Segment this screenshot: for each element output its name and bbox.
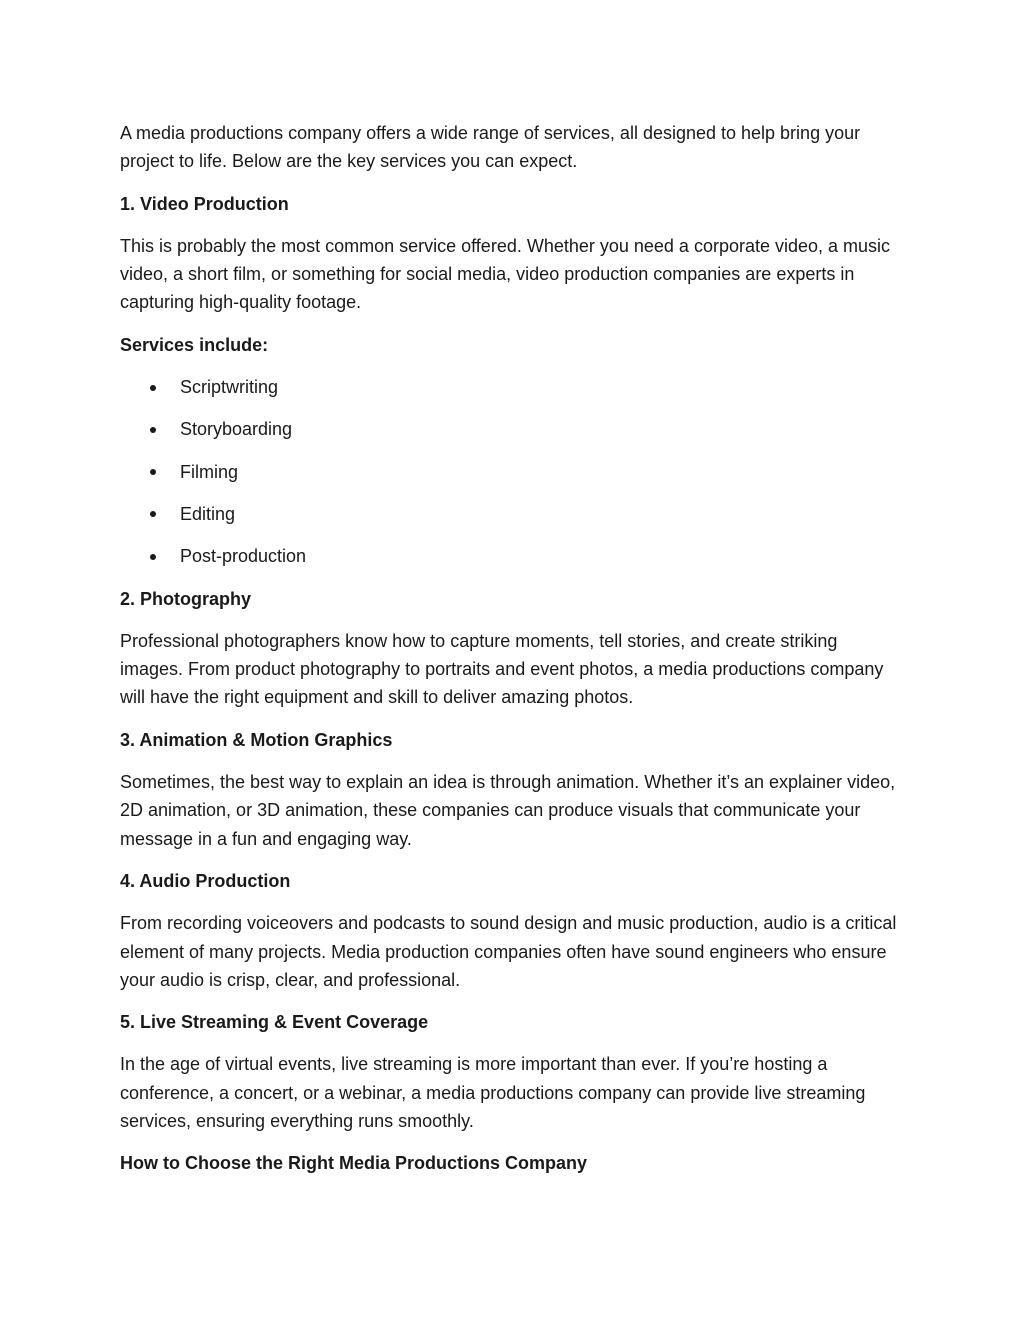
video-production-paragraph: This is probably the most common service offered. Whether you need a corporate video, a music video, a short film, or something for social media, video production companies are experts in capturing high-quality footage. bbox=[120, 235, 891, 313]
intro-paragraph: A media productions company offers a wide range of services, all designed to help bring your project to life. Below are the key services you can expect. bbox=[120, 123, 861, 172]
list-item-text: Scriptwriting bbox=[180, 377, 279, 398]
bullet-icon bbox=[150, 511, 156, 517]
list-item-text: Filming bbox=[180, 461, 239, 482]
document-page bbox=[120, 119, 900, 1192]
list-item-text: Post-production bbox=[180, 546, 307, 567]
photography-paragraph: Professional photographers know how to capture moments, tell stories, and create striking images. From product photography to portraits and event photos, a media productions company will have the right equipment and skill to deliver amazing photos. bbox=[120, 630, 884, 708]
video-production-heading: 1. Video Production bbox=[120, 193, 289, 214]
services-list bbox=[120, 373, 900, 570]
animation-paragraph: Sometimes, the best way to explain an idea is through animation. Whether it’s an explainer video, 2D animation, or 3D animation, these companies can produce visuals that communicate your message in a fun and engaging way. bbox=[120, 772, 896, 849]
bullet-icon bbox=[150, 385, 156, 391]
live-streaming-paragraph: In the age of virtual events, live streaming is more important than ever. If you’re hosting a conference, a concert, or a webinar, a media productions company can provide live streaming services, ensuring everything runs smoothly. bbox=[120, 1054, 866, 1132]
photography-heading: 2. Photography bbox=[120, 588, 252, 609]
bullet-icon bbox=[150, 469, 156, 475]
list-item-text: Editing bbox=[180, 503, 236, 524]
list-item bbox=[120, 373, 900, 401]
list-item bbox=[120, 542, 900, 570]
bullet-icon bbox=[150, 554, 156, 560]
audio-production-heading: 4. Audio Production bbox=[120, 870, 291, 891]
list-item-text: Storyboarding bbox=[180, 419, 293, 440]
animation-heading: 3. Animation & Motion Graphics bbox=[120, 729, 393, 750]
audio-production-paragraph: From recording voiceovers and podcasts to sound design and music production, audio is a critical element of many projects. Media production companies often have sound engineers who ensure your audio is crisp, clear, and professional. bbox=[120, 913, 897, 990]
live-streaming-heading: 5. Live Streaming & Event Coverage bbox=[120, 1012, 429, 1033]
list-item bbox=[120, 500, 900, 528]
closing-heading: How to Choose the Right Media Productions Company bbox=[120, 1153, 588, 1174]
list-item bbox=[120, 458, 900, 486]
list-item bbox=[120, 415, 900, 443]
services-include-label: Services include: bbox=[120, 334, 269, 355]
bullet-icon bbox=[150, 427, 156, 433]
